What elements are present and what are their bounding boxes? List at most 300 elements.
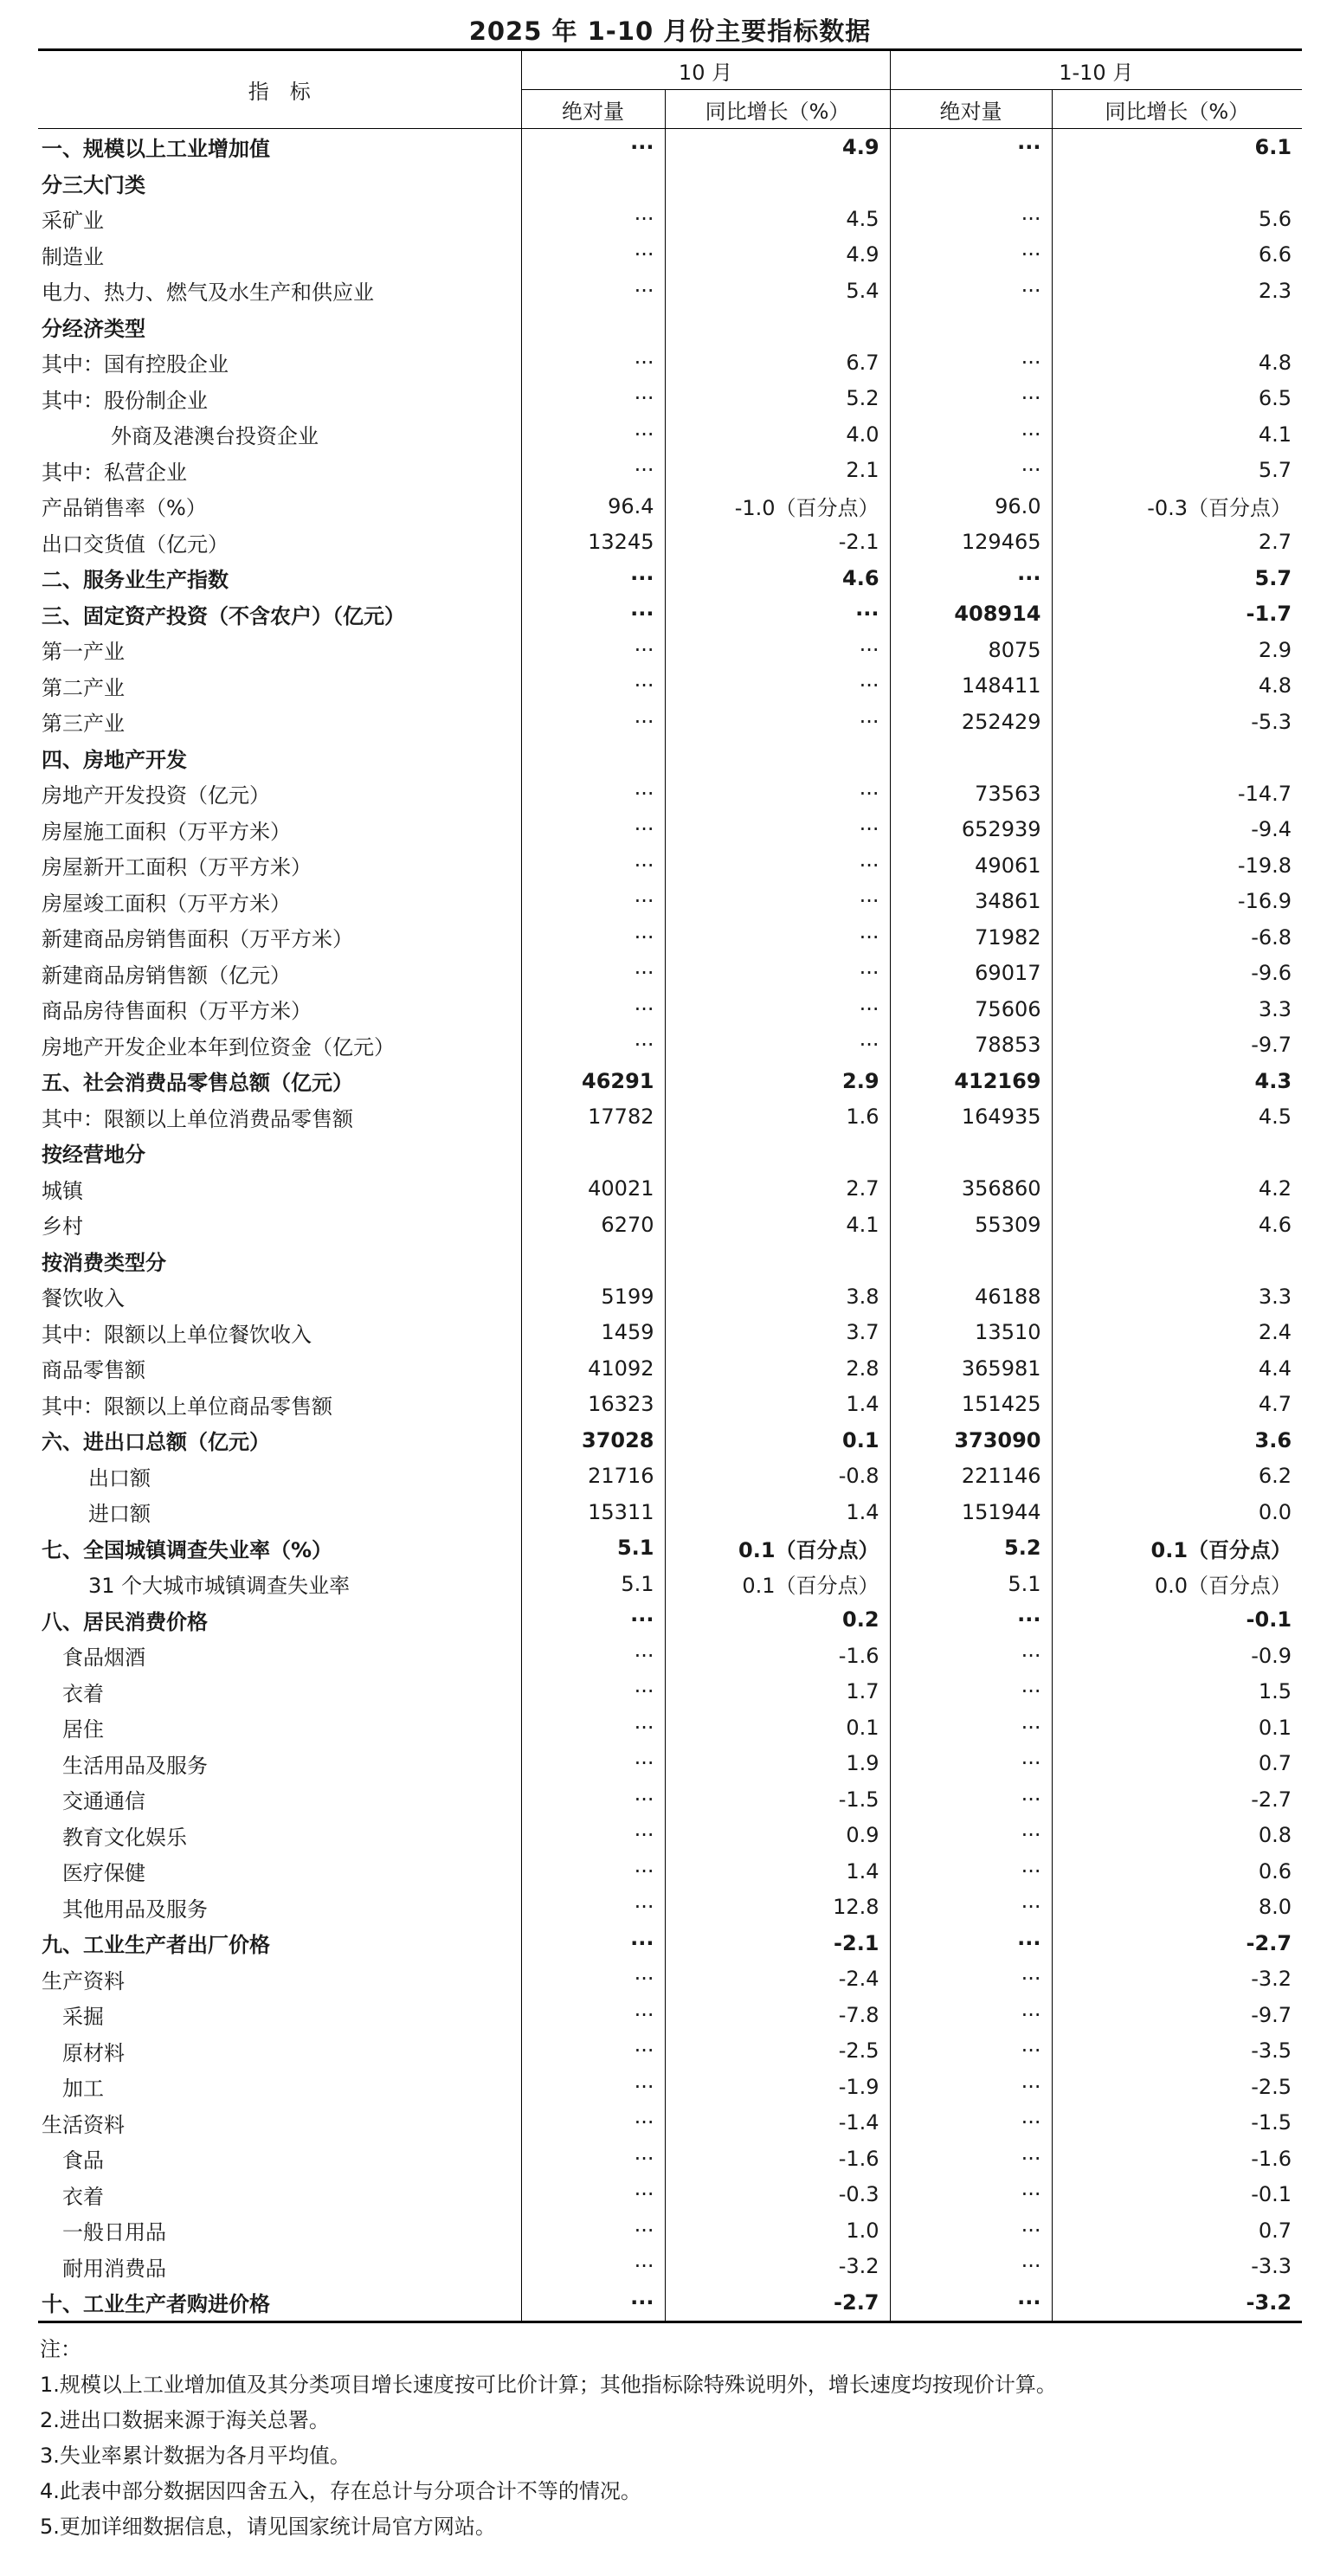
row-label: 加工 (62, 2077, 104, 2102)
cell-ytd-abs: ··· (890, 1997, 1052, 2033)
cell-ytd-abs: ··· (890, 2212, 1052, 2249)
table-row (38, 1278, 1302, 1315)
cell-ytd-abs: ··· (890, 560, 1052, 596)
cell-ytd-abs: 69017 (890, 956, 1052, 992)
cell-month-yoy: 12.8 (665, 1890, 890, 1926)
cell-month-yoy: 1.0 (665, 2212, 890, 2249)
cell-ytd-yoy: -19.8 (1052, 847, 1302, 884)
cell-month-yoy: 0.9 (665, 1818, 890, 1854)
cell-month-yoy (665, 740, 890, 776)
table-row (38, 1674, 1302, 1710)
table-row (38, 1602, 1302, 1639)
row-label: 城镇 (42, 1178, 83, 1203)
row-label: 采掘 (62, 2005, 104, 2030)
table-row (38, 776, 1302, 812)
table-row (38, 560, 1302, 596)
cell-ytd-yoy: -0.1 (1052, 1602, 1302, 1639)
table-row (38, 1459, 1302, 1495)
row-label: 房屋新开工面积（万平方米） (42, 855, 312, 880)
row-label: 按消费类型分 (42, 1250, 166, 1275)
cell-ytd-abs: 148411 (890, 668, 1052, 705)
cell-month-abs: ··· (521, 812, 665, 848)
cell-month-yoy: 2.7 (665, 1171, 890, 1208)
cell-month-abs: ··· (521, 237, 665, 274)
cell-month-yoy: -1.9 (665, 2069, 890, 2105)
note-item: 3.失业率累计数据为各月平均值。 (40, 2444, 351, 2468)
cell-month-abs (521, 740, 665, 776)
table-row (38, 1494, 1302, 1530)
cell-month-yoy: -7.8 (665, 1997, 890, 2033)
table-row (38, 1638, 1302, 1674)
cell-ytd-yoy: -6.8 (1052, 919, 1302, 956)
cell-ytd-yoy: -1.6 (1052, 2141, 1302, 2177)
cell-month-abs: 5199 (521, 1278, 665, 1315)
cell-month-yoy (665, 1135, 890, 1171)
footnotes (40, 2332, 1304, 2545)
cell-ytd-yoy: -9.6 (1052, 956, 1302, 992)
row-label: 六、进出口总额（亿元） (42, 1430, 270, 1455)
cell-month-abs: ··· (521, 632, 665, 668)
cell-month-yoy: -2.5 (665, 2033, 890, 2070)
table-row (38, 1530, 1302, 1567)
cell-ytd-yoy: -0.3（百分点） (1052, 488, 1302, 525)
table-row (38, 1135, 1302, 1171)
cell-month-yoy: 4.5 (665, 201, 890, 237)
cell-month-yoy: ··· (665, 632, 890, 668)
cell-ytd-abs: 5.2 (890, 1530, 1052, 1567)
cell-ytd-abs: ··· (890, 237, 1052, 274)
row-label: 医疗保健 (62, 1861, 145, 1886)
row-label: 分经济类型 (42, 316, 145, 341)
row-label: 31 个大城市城镇调查失业率 (88, 1574, 351, 1599)
header-indicator: 指 标 (38, 50, 521, 129)
cell-ytd-abs: ··· (890, 1853, 1052, 1890)
cell-month-abs: ··· (521, 2212, 665, 2249)
row-label: 房屋施工面积（万平方米） (42, 819, 291, 844)
cell-month-yoy: -1.6 (665, 2141, 890, 2177)
indicator-table (38, 48, 1302, 2323)
cell-ytd-abs: ··· (890, 2033, 1052, 2070)
cell-month-abs: ··· (521, 956, 665, 992)
cell-ytd-yoy: 0.7 (1052, 2212, 1302, 2249)
cell-ytd-abs (890, 1135, 1052, 1171)
header-month-abs: 绝对量 (521, 90, 665, 129)
cell-month-abs: ··· (521, 884, 665, 920)
cell-month-yoy: -1.4 (665, 2105, 890, 2141)
row-label: 四、房地产开发 (42, 747, 187, 772)
cell-ytd-abs: 373090 (890, 1422, 1052, 1459)
cell-month-abs: ··· (521, 1890, 665, 1926)
cell-month-abs: ··· (521, 2033, 665, 2070)
cell-ytd-yoy: 5.7 (1052, 453, 1302, 489)
note-item: 4.此表中部分数据因四舍五入，存在总计与分项合计不等的情况。 (40, 2479, 641, 2503)
cell-month-yoy: -2.7 (665, 2284, 890, 2322)
cell-ytd-yoy: 3.6 (1052, 1422, 1302, 1459)
cell-month-yoy: -1.5 (665, 1781, 890, 1818)
cell-ytd-abs: ··· (890, 129, 1052, 165)
cell-ytd-yoy: 5.6 (1052, 201, 1302, 237)
table-row (38, 345, 1302, 381)
table-row (38, 1243, 1302, 1279)
row-label: 其中：私营企业 (42, 460, 187, 485)
cell-month-abs: ··· (521, 776, 665, 812)
page-title: 2025 年 1-10 月份主要指标数据 (468, 16, 872, 46)
cell-month-abs: ··· (521, 1925, 665, 1961)
row-label: 房地产开发企业本年到位资金（亿元） (42, 1034, 395, 1059)
table-row (38, 919, 1302, 956)
table-row (38, 740, 1302, 776)
table-row (38, 956, 1302, 992)
cell-ytd-yoy: 0.0 (1052, 1494, 1302, 1530)
cell-month-yoy: ··· (665, 668, 890, 705)
cell-month-yoy: 0.1 (665, 1710, 890, 1746)
cell-month-yoy: ··· (665, 956, 890, 992)
cell-ytd-abs: 151944 (890, 1494, 1052, 1530)
cell-month-yoy: -1.0（百分点） (665, 488, 890, 525)
cell-ytd-yoy: 0.1 (1052, 1710, 1302, 1746)
table-row (38, 1890, 1302, 1926)
cell-month-abs: ··· (521, 596, 665, 633)
cell-ytd-yoy: 6.2 (1052, 1459, 1302, 1495)
cell-ytd-abs: ··· (890, 1890, 1052, 1926)
row-label: 生产资料 (42, 1968, 125, 1993)
row-label: 出口交货值（亿元） (42, 531, 229, 557)
cell-month-yoy: 4.9 (665, 129, 890, 165)
row-label: 三、固定资产投资（不含农户）（亿元） (42, 603, 405, 628)
cell-ytd-abs: 408914 (890, 596, 1052, 633)
cell-ytd-abs: 55309 (890, 1207, 1052, 1243)
cell-month-abs: ··· (521, 919, 665, 956)
cell-month-abs: 15311 (521, 1494, 665, 1530)
cell-month-abs: ··· (521, 1710, 665, 1746)
table-row (38, 1063, 1302, 1099)
cell-ytd-abs: ··· (890, 453, 1052, 489)
cell-month-yoy: ··· (665, 596, 890, 633)
cell-ytd-abs: ··· (890, 2177, 1052, 2213)
cell-ytd-yoy: -2.7 (1052, 1781, 1302, 1818)
cell-ytd-abs: 96.0 (890, 488, 1052, 525)
cell-month-abs (521, 309, 665, 345)
cell-ytd-yoy: 0.7 (1052, 1746, 1302, 1782)
row-label: 八、居民消费价格 (42, 1609, 208, 1634)
table-row (38, 704, 1302, 740)
table-row (38, 1566, 1302, 1602)
cell-month-abs: 37028 (521, 1422, 665, 1459)
cell-month-abs: ··· (521, 1781, 665, 1818)
cell-month-abs: ··· (521, 1746, 665, 1782)
note-item: 5.更加详细数据信息，请见国家统计局官方网站。 (40, 2515, 496, 2539)
row-label: 教育文化娱乐 (62, 1825, 187, 1850)
cell-ytd-yoy: 4.8 (1052, 345, 1302, 381)
table-row (38, 309, 1302, 345)
table-row (38, 1746, 1302, 1782)
cell-month-abs: 6270 (521, 1207, 665, 1243)
cell-month-yoy: ··· (665, 847, 890, 884)
cell-ytd-yoy: -9.7 (1052, 1027, 1302, 1064)
row-label: 第一产业 (42, 640, 125, 665)
header-ytd-abs: 绝对量 (890, 90, 1052, 129)
cell-ytd-yoy: -3.2 (1052, 1961, 1302, 1998)
cell-month-abs: ··· (521, 991, 665, 1027)
cell-month-yoy: 3.8 (665, 1278, 890, 1315)
cell-month-yoy: 4.1 (665, 1207, 890, 1243)
cell-month-abs: 17782 (521, 1099, 665, 1136)
cell-ytd-abs: 73563 (890, 776, 1052, 812)
cell-month-abs: 40021 (521, 1171, 665, 1208)
cell-month-abs (521, 1135, 665, 1171)
row-label: 餐饮收入 (42, 1286, 125, 1311)
cell-ytd-yoy: -1.7 (1052, 596, 1302, 633)
cell-ytd-abs: ··· (890, 2069, 1052, 2105)
table-row (38, 596, 1302, 633)
cell-month-abs: ··· (521, 2284, 665, 2322)
cell-month-yoy: 6.7 (665, 345, 890, 381)
cell-ytd-abs: 151425 (890, 1387, 1052, 1423)
row-label: 乡村 (42, 1214, 83, 1240)
cell-ytd-yoy: 0.1（百分点） (1052, 1530, 1302, 1567)
cell-ytd-yoy: 3.3 (1052, 991, 1302, 1027)
table-row (38, 525, 1302, 561)
cell-month-yoy: ··· (665, 919, 890, 956)
cell-ytd-abs: 652939 (890, 812, 1052, 848)
cell-ytd-abs: 252429 (890, 704, 1052, 740)
header-ytd-group: 1-10 月 (890, 50, 1302, 90)
row-label: 分三大门类 (42, 172, 145, 197)
cell-month-yoy: 4.9 (665, 237, 890, 274)
cell-ytd-abs: 356860 (890, 1171, 1052, 1208)
cell-month-abs: ··· (521, 273, 665, 309)
cell-month-abs: 13245 (521, 525, 665, 561)
row-label: 按经营地分 (42, 1143, 145, 1168)
cell-month-yoy: 1.4 (665, 1494, 890, 1530)
row-label: 其中：限额以上单位消费品零售额 (42, 1106, 353, 1131)
row-label: 第二产业 (42, 675, 125, 700)
table-row (38, 2177, 1302, 2213)
notes-heading: 注： (40, 2337, 81, 2361)
cell-month-abs: ··· (521, 2069, 665, 2105)
cell-month-yoy: 0.1（百分点） (665, 1530, 890, 1567)
table-row (38, 2105, 1302, 2141)
cell-month-abs: ··· (521, 560, 665, 596)
cell-ytd-yoy (1052, 740, 1302, 776)
cell-month-abs: ··· (521, 2141, 665, 2177)
cell-ytd-yoy: 4.8 (1052, 668, 1302, 705)
table-row (38, 991, 1302, 1027)
table-row (38, 884, 1302, 920)
row-label: 制造业 (42, 244, 104, 269)
cell-ytd-yoy: -9.4 (1052, 812, 1302, 848)
cell-month-abs: ··· (521, 2177, 665, 2213)
cell-ytd-abs: 129465 (890, 525, 1052, 561)
cell-ytd-yoy: -5.3 (1052, 704, 1302, 740)
cell-ytd-yoy: 5.7 (1052, 560, 1302, 596)
table-row (38, 1350, 1302, 1387)
cell-month-yoy: 5.4 (665, 273, 890, 309)
cell-month-yoy: ··· (665, 812, 890, 848)
row-label: 外商及港澳台投资企业 (111, 424, 319, 449)
table-row (38, 1781, 1302, 1818)
row-label: 其中：股份制企业 (42, 388, 208, 413)
cell-month-yoy: 4.0 (665, 416, 890, 453)
cell-ytd-yoy: 8.0 (1052, 1890, 1302, 1926)
cell-month-abs: ··· (521, 1674, 665, 1710)
table-row (38, 129, 1302, 165)
cell-month-yoy: ··· (665, 1027, 890, 1064)
cell-ytd-abs: ··· (890, 1746, 1052, 1782)
row-label: 生活用品及服务 (62, 1753, 208, 1778)
cell-ytd-abs: ··· (890, 201, 1052, 237)
cell-ytd-abs: ··· (890, 1961, 1052, 1998)
table-row (38, 165, 1302, 202)
cell-month-yoy: ··· (665, 991, 890, 1027)
cell-ytd-yoy: 2.9 (1052, 632, 1302, 668)
cell-ytd-yoy: -2.7 (1052, 1925, 1302, 1961)
cell-ytd-yoy: 4.3 (1052, 1063, 1302, 1099)
cell-month-yoy: ··· (665, 776, 890, 812)
row-label: 房地产开发投资（亿元） (42, 783, 270, 808)
cell-ytd-abs: ··· (890, 416, 1052, 453)
cell-month-abs: ··· (521, 2249, 665, 2285)
table-row (38, 1171, 1302, 1208)
cell-ytd-yoy: 0.8 (1052, 1818, 1302, 1854)
table-row (38, 812, 1302, 848)
note-item: 2.进出口数据来源于海关总署。 (40, 2408, 330, 2432)
cell-ytd-yoy (1052, 1243, 1302, 1279)
table-row (38, 1422, 1302, 1459)
table-row (38, 2069, 1302, 2105)
cell-month-yoy: 4.6 (665, 560, 890, 596)
row-label: 采矿业 (42, 209, 104, 234)
table-row (38, 2212, 1302, 2249)
cell-month-abs: 16323 (521, 1387, 665, 1423)
table-row (38, 1315, 1302, 1351)
cell-ytd-abs (890, 309, 1052, 345)
cell-month-abs: ··· (521, 704, 665, 740)
row-label: 耐用消费品 (62, 2256, 166, 2281)
note-item: 1.规模以上工业增加值及其分类项目增长速度按可比价计算；其他指标除特殊说明外，增长速度均按现价计算。 (40, 2373, 1057, 2397)
cell-ytd-abs: 34861 (890, 884, 1052, 920)
cell-month-yoy: 1.6 (665, 1099, 890, 1136)
cell-ytd-abs: 5.1 (890, 1566, 1052, 1602)
cell-month-yoy: 5.2 (665, 381, 890, 417)
cell-month-abs: 21716 (521, 1459, 665, 1495)
table-row (38, 2033, 1302, 2070)
row-label: 生活资料 (42, 2112, 125, 2137)
cell-ytd-abs: 365981 (890, 1350, 1052, 1387)
cell-ytd-yoy: 2.4 (1052, 1315, 1302, 1351)
cell-month-abs: 5.1 (521, 1530, 665, 1567)
row-label: 其中：限额以上单位餐饮收入 (42, 1322, 312, 1347)
cell-month-yoy: -3.2 (665, 2249, 890, 2285)
row-label: 食品 (62, 2148, 104, 2174)
cell-ytd-abs: ··· (890, 2105, 1052, 2141)
cell-month-yoy: ··· (665, 704, 890, 740)
cell-month-abs (521, 165, 665, 202)
row-label: 七、全国城镇调查失业率（%） (42, 1537, 333, 1562)
cell-month-abs: ··· (521, 668, 665, 705)
cell-month-abs: 46291 (521, 1063, 665, 1099)
cell-ytd-abs: ··· (890, 2141, 1052, 2177)
cell-month-abs: 1459 (521, 1315, 665, 1351)
cell-month-yoy: 2.8 (665, 1350, 890, 1387)
header-month-group: 10 月 (521, 50, 890, 90)
table-row (38, 2141, 1302, 2177)
cell-month-abs: ··· (521, 1853, 665, 1890)
table-row (38, 1925, 1302, 1961)
table-row (38, 1961, 1302, 1998)
cell-month-yoy: 1.4 (665, 1387, 890, 1423)
cell-month-yoy: ··· (665, 884, 890, 920)
table-row (38, 847, 1302, 884)
cell-ytd-abs: 8075 (890, 632, 1052, 668)
cell-month-yoy: 1.9 (665, 1746, 890, 1782)
cell-ytd-yoy: 4.6 (1052, 1207, 1302, 1243)
row-label: 产品销售率（%） (42, 496, 207, 521)
row-label: 新建商品房销售面积（万平方米） (42, 927, 353, 952)
cell-ytd-yoy: 1.5 (1052, 1674, 1302, 1710)
cell-ytd-yoy: 4.7 (1052, 1387, 1302, 1423)
cell-ytd-abs: 75606 (890, 991, 1052, 1027)
cell-month-yoy (665, 1243, 890, 1279)
cell-ytd-yoy: 4.1 (1052, 416, 1302, 453)
table-row (38, 1997, 1302, 2033)
cell-month-yoy: -1.6 (665, 1638, 890, 1674)
cell-month-yoy: 2.1 (665, 453, 890, 489)
cell-ytd-yoy: -3.3 (1052, 2249, 1302, 2285)
cell-ytd-yoy: -0.9 (1052, 1638, 1302, 1674)
cell-month-abs: ··· (521, 1027, 665, 1064)
row-label: 电力、热力、燃气及水生产和供应业 (42, 280, 374, 306)
cell-ytd-abs: 164935 (890, 1099, 1052, 1136)
cell-ytd-abs: ··· (890, 1674, 1052, 1710)
row-label: 第三产业 (42, 712, 125, 737)
row-label: 九、工业生产者出厂价格 (42, 1933, 270, 1958)
row-label: 商品房待售面积（万平方米） (42, 999, 312, 1024)
cell-ytd-abs: ··· (890, 1925, 1052, 1961)
table-row (38, 1027, 1302, 1064)
cell-month-abs: 96.4 (521, 488, 665, 525)
row-label: 房屋竣工面积（万平方米） (42, 891, 291, 916)
cell-ytd-yoy: -9.7 (1052, 1997, 1302, 2033)
cell-ytd-abs: ··· (890, 2284, 1052, 2322)
cell-ytd-yoy: -14.7 (1052, 776, 1302, 812)
table-row (38, 668, 1302, 705)
cell-ytd-abs: 71982 (890, 919, 1052, 956)
row-label: 居住 (62, 1717, 104, 1742)
cell-month-yoy: -2.4 (665, 1961, 890, 1998)
cell-month-yoy: 0.2 (665, 1602, 890, 1639)
table-row (38, 201, 1302, 237)
header-month-yoy: 同比增长（%） (665, 90, 890, 129)
cell-ytd-abs: ··· (890, 381, 1052, 417)
table-row (38, 1387, 1302, 1423)
cell-month-yoy: -0.8 (665, 1459, 890, 1495)
row-label: 其中：国有控股企业 (42, 352, 229, 377)
table-row (38, 632, 1302, 668)
cell-month-abs: ··· (521, 453, 665, 489)
cell-month-yoy: 1.4 (665, 1853, 890, 1890)
cell-ytd-abs: 13510 (890, 1315, 1052, 1351)
cell-ytd-abs: 49061 (890, 847, 1052, 884)
cell-ytd-abs (890, 1243, 1052, 1279)
cell-month-yoy: 3.7 (665, 1315, 890, 1351)
cell-ytd-abs (890, 165, 1052, 202)
cell-month-yoy: -2.1 (665, 1925, 890, 1961)
cell-ytd-yoy: 4.5 (1052, 1099, 1302, 1136)
cell-ytd-abs: 46188 (890, 1278, 1052, 1315)
cell-month-abs: ··· (521, 1818, 665, 1854)
cell-month-abs: ··· (521, 1638, 665, 1674)
